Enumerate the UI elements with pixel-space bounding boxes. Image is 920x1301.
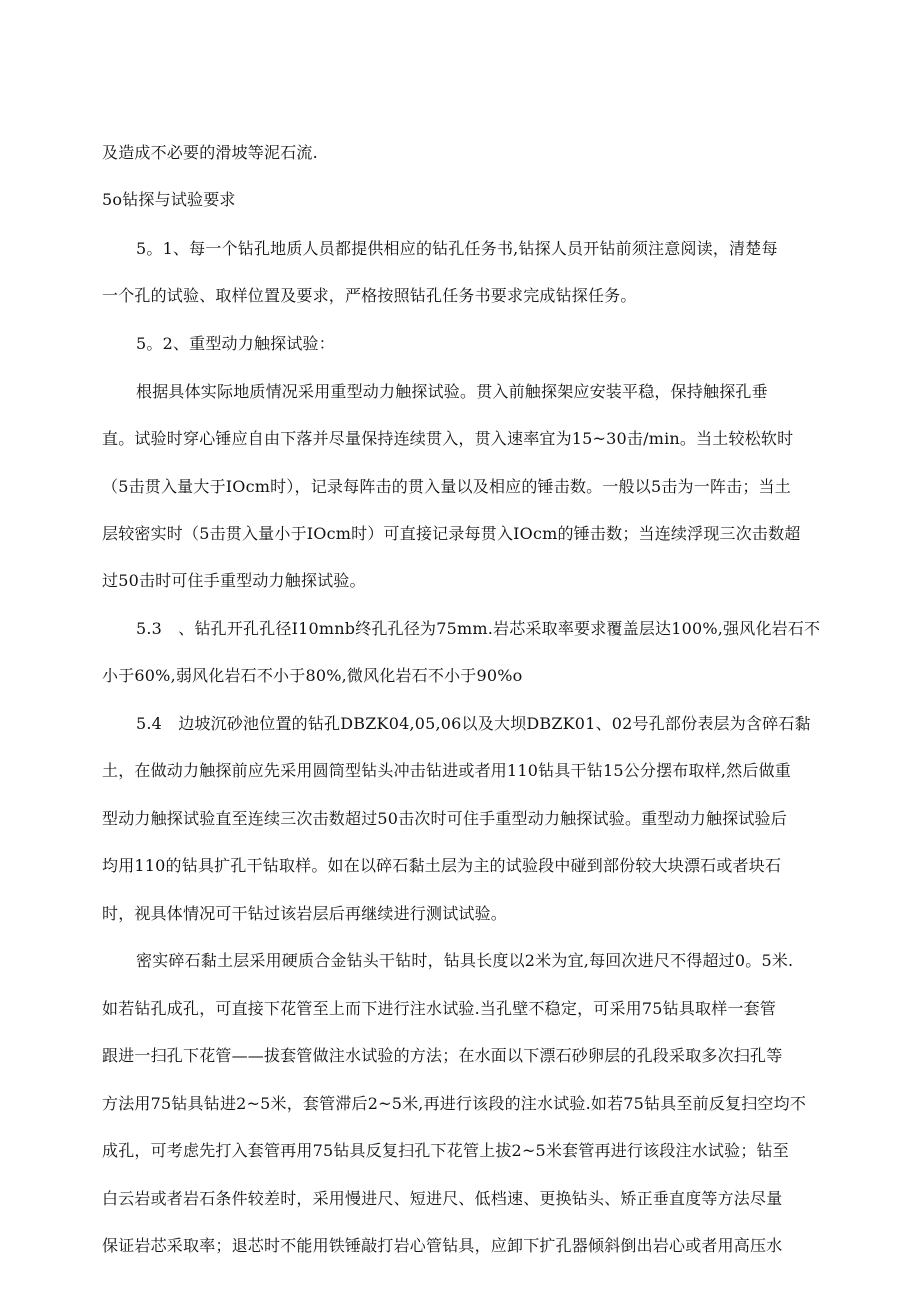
paragraph-line: （5击贯入量大于IOcm时），记录每阵击的贯入量以及相应的锤击数。一般以5击为一阵击；当土 xyxy=(102,477,791,496)
paragraph-line: 根据具体实际地质情况采用重型动力触探试验。贯入前触探架应安装平稳，保持触探孔垂 xyxy=(136,382,768,401)
paragraph-line: 成孔，可考虑先打入套管再用75钻具反复扫孔下花管上拔2~5米套管再进行该段注水试验；钻至 xyxy=(102,1141,789,1160)
paragraph-line: 5。1、每一个钻孔地质人员都提供相应的钻孔任务书,钻探人员开钻前须注意阅读，清楚每 xyxy=(136,239,778,258)
paragraph-line: 跟进一扫孔下花管——拔套管做注水试验的方法；在水面以下漂石砂卵层的孔段采取多次扫孔等 xyxy=(102,1046,783,1065)
paragraph-line: 型动力触探试验直至连续三次击数超过50击次时可住手重型动力触探试验。重型动力触探试验后 xyxy=(102,809,787,828)
paragraph-line: 层较密实时（5击贯入量小于IOcm时）可直接记录每贯入IOcm的锤击数；当连续浮现三次击数超 xyxy=(102,524,801,543)
paragraph-line: 过50击时可住手重型动力触探试验。 xyxy=(102,571,366,590)
paragraph-line: 保证岩芯采取率；退芯时不能用铁锤敲打岩心管钻具，应卸下扩孔器倾斜倒出岩心或者用高压水 xyxy=(102,1236,783,1255)
text-line: 及造成不必要的滑坡等泥石流. xyxy=(102,143,318,162)
paragraph-line: 一个孔的试验、取样位置及要求，严格按照钻孔任务书要求完成钻探任务。 xyxy=(102,286,637,305)
paragraph-line: 白云岩或者岩石条件较差时，采用慢进尺、短进尺、低档速、更换钻头、矫正垂直度等方法尽量 xyxy=(102,1189,783,1208)
paragraph-line: 小于60%,弱风化岩石不小于80%,微风化岩石不小于90%o xyxy=(102,666,523,685)
paragraph-line: 土，在做动力触探前应先采用圆筒型钻头冲击钻进或者用110钻具干钻15公分摆布取样,然后做重 xyxy=(102,761,791,780)
paragraph-line: 时，视具体情况可干钻过该岩层后再继续进行测试试验。 xyxy=(102,904,508,923)
paragraph-line: 密实碎石黏土层采用硬质合金钻头干钻时，钻具长度以2米为宜,每回次进尺不得超过0。5米. xyxy=(136,951,794,970)
paragraph-line: 方法用75钻具钻进2~5米，套管滞后2~5米,再进行该段的注水试验.如若75钻具至前反复扫空均不 xyxy=(102,1094,807,1113)
paragraph-line: 5.3 、钻孔开孔孔径I10mnb终孔孔径为75mm.岩芯采取率要求覆盖层达100%,强风化岩石不 xyxy=(136,619,821,638)
subsection-heading: 5。2、重型动力触探试验： xyxy=(136,334,335,353)
section-heading: 5o钻探与试验要求 xyxy=(102,190,236,209)
paragraph-line: 如若钻孔成孔，可直接下花管至上而下进行注水试验.当孔壁不稳定，可采用75钻具取样一套管 xyxy=(102,999,777,1018)
paragraph-line: 均用110的钻具扩孔干钻取样。如在以碎石黏土层为主的试验段中碰到部份较大块漂石或者块石 xyxy=(102,856,782,875)
paragraph-line: 直。试验时穿心锤应自由下落并尽量保持连续贯入，贯入速率宜为15~30击/min。当土较松软时 xyxy=(102,429,794,448)
paragraph-line: 5.4 边坡沉砂池位置的钻孔DBZK04,05,06以及大坝DBZK01、02号孔部份表层为含碎石黏 xyxy=(136,714,811,733)
